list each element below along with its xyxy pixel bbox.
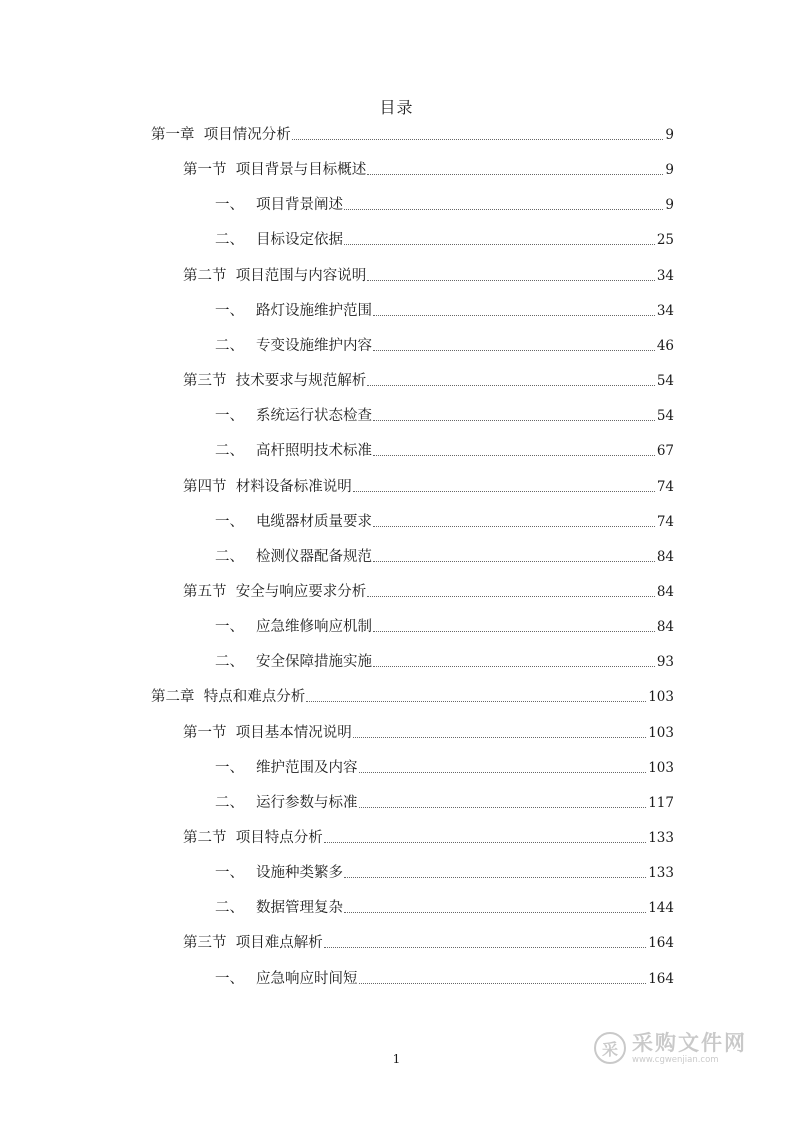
toc-leader-dots: [324, 946, 647, 948]
toc-entry-text: 项目情况分析: [203, 127, 291, 143]
toc-entry-page: 84: [656, 548, 674, 565]
toc-entry[interactable]: [215, 755, 674, 777]
toc-entry[interactable]: [215, 614, 674, 636]
toc-leader-dots: [373, 419, 655, 421]
toc-entry-number: 第一章: [151, 127, 195, 143]
toc-entry[interactable]: [215, 192, 674, 214]
toc-entry-label: [215, 864, 343, 882]
toc-entry-text: 项目难点解析: [235, 935, 323, 952]
toc-entry-text: 系统运行状态检查: [256, 408, 372, 425]
toc-leader-dots: [353, 490, 655, 492]
toc-entry-text: 材料设备标准说明: [235, 478, 352, 495]
toc-leader-dots: [367, 279, 655, 281]
toc-entry[interactable]: [215, 860, 674, 882]
toc-leader-dots: [367, 595, 655, 597]
toc-entry-number: 第五节: [183, 583, 227, 600]
toc-leader-dots: [344, 243, 655, 245]
toc-leader-dots: [292, 138, 664, 140]
toc-entry[interactable]: [215, 403, 674, 425]
toc-entry-number: 一、: [215, 408, 244, 425]
toc-entry[interactable]: [215, 544, 674, 566]
toc-entry-page: 164: [648, 970, 674, 987]
toc-entry-text: 安全与响应要求分析: [235, 583, 367, 600]
toc-entry-text: 数据管理复杂: [256, 900, 343, 917]
watermark-url: www.cgwenjian.com: [632, 1054, 719, 1065]
toc-entry-text: 项目特点分析: [235, 830, 323, 846]
toc-entry[interactable]: [183, 263, 674, 285]
toc-entry[interactable]: [215, 649, 674, 671]
toc-entry-label: [183, 372, 366, 390]
toc-entry-text: 高杆照明技术标准: [256, 443, 372, 460]
toc-entry-number: 第四节: [183, 478, 227, 495]
toc-entry-text: 特点和难点分析: [203, 689, 306, 706]
toc-entry-label: [215, 759, 358, 777]
toc-entry-text: 项目基本情况说明: [235, 724, 352, 741]
toc-entry-label: [183, 478, 352, 496]
toc-leader-dots: [324, 841, 647, 843]
toc-entry-label: [215, 442, 372, 460]
toc-entry-page: 34: [656, 302, 674, 319]
toc-leader-dots: [373, 314, 655, 316]
toc-entry-number: 第二章: [151, 689, 195, 706]
watermark: [594, 1031, 747, 1065]
toc-entry-text: 项目背景与目标概述: [235, 162, 367, 179]
toc-leader-dots: [373, 560, 655, 562]
toc-entry-number: 一、: [215, 970, 244, 987]
toc-entry-page: 144: [648, 900, 674, 917]
watermark-logo-icon: 采: [594, 1032, 626, 1064]
toc-entry-text: 目标设定依据: [256, 232, 343, 249]
toc-entry-page: 54: [656, 373, 674, 390]
toc-entry-label: [215, 618, 372, 636]
toc-entry[interactable]: [215, 966, 674, 988]
toc-entry-text: 运行参数与标准: [256, 794, 358, 811]
toc-entry-text: 设施种类繁多: [256, 865, 343, 882]
toc-entry[interactable]: [151, 684, 674, 706]
toc-entry-label: [215, 899, 343, 917]
toc-entry-number: 二、: [215, 548, 244, 565]
toc-entry-text: 路灯设施维护范围: [256, 302, 372, 319]
toc-entry[interactable]: [215, 227, 674, 249]
toc-entry-text: 维护范围及内容: [256, 759, 358, 776]
toc-entry-label: [215, 407, 372, 425]
toc-entry-number: 第二节: [183, 267, 227, 284]
toc-entry-number: 二、: [215, 900, 244, 917]
toc-entry-page: 133: [648, 830, 674, 846]
toc-leader-dots: [373, 454, 655, 456]
toc-entry-number: 第三节: [183, 373, 227, 390]
toc-entry-text: 电缆器材质量要求: [256, 513, 372, 530]
toc-entry-number: 二、: [215, 794, 244, 811]
toc-entry-text: 项目范围与内容说明: [235, 267, 367, 284]
toc-entry-page: 74: [656, 478, 674, 495]
toc-entry-page: 103: [648, 724, 674, 741]
toc-entry-page: 103: [648, 759, 674, 776]
toc-entry-number: 二、: [215, 232, 244, 249]
toc-entry-page: 164: [648, 935, 674, 952]
toc-entry-label: [183, 161, 366, 179]
toc-entry-text: 应急维修响应机制: [256, 619, 372, 636]
toc-entry-page: 9: [665, 197, 674, 214]
toc-entry-number: 一、: [215, 302, 244, 319]
toc-entry-label: [215, 794, 358, 812]
toc-entry-label: [215, 302, 372, 320]
toc-leader-dots: [373, 665, 655, 667]
toc-entry[interactable]: [183, 157, 674, 179]
toc-leader-dots: [373, 525, 655, 527]
toc-entry-label: [215, 196, 343, 214]
toc-entry[interactable]: [183, 930, 674, 952]
toc-entry-page: 74: [656, 513, 674, 530]
toc-entry-label: [183, 724, 352, 742]
toc-entry-text: 应急响应时间短: [256, 970, 358, 987]
toc-leader-dots: [367, 173, 663, 175]
toc-entry-text: 专变设施维护内容: [256, 337, 372, 354]
toc-entry-text: 项目背景阐述: [256, 197, 343, 214]
toc-entry[interactable]: [183, 579, 674, 601]
toc-entry-page: 54: [656, 408, 674, 425]
toc-entry-label: [215, 337, 372, 355]
toc-entry-page: 117: [648, 794, 674, 811]
toc-entry-page: 84: [656, 583, 674, 600]
toc-entry-page: 25: [656, 232, 674, 249]
toc-entry[interactable]: [183, 368, 674, 390]
toc-entry[interactable]: [215, 333, 674, 355]
toc-entry-label: [215, 970, 358, 988]
toc-entry-page: 84: [656, 619, 674, 636]
toc-entry[interactable]: [183, 720, 674, 742]
toc-leader-dots: [373, 630, 655, 632]
toc-entry-number: 第三节: [183, 935, 227, 952]
toc-title: 目录: [379, 98, 414, 117]
toc-entry-page: 34: [656, 267, 674, 284]
page-number: 1: [392, 1052, 401, 1066]
toc-entry-label: [183, 934, 323, 952]
toc-entry[interactable]: [215, 790, 674, 812]
toc-entry-number: 一、: [215, 865, 244, 882]
toc-entry[interactable]: [183, 825, 674, 847]
toc-entry-label: [215, 653, 372, 671]
toc-entry-page: 9: [665, 127, 674, 143]
toc-entry-number: 一、: [215, 759, 244, 776]
toc-entry-label: [183, 829, 323, 847]
toc-entry-number: 一、: [215, 513, 244, 530]
toc-leader-dots: [373, 349, 655, 351]
toc-leader-dots: [367, 384, 655, 386]
toc-entry-label: [215, 513, 372, 531]
toc-leader-dots: [306, 700, 646, 702]
toc-leader-dots: [344, 911, 646, 913]
toc-entry-number: 二、: [215, 337, 244, 354]
toc-entry-text: 安全保障措施实施: [256, 654, 372, 671]
toc-entry[interactable]: [151, 122, 674, 144]
toc-entry-number: 一、: [215, 619, 244, 636]
toc-entry-page: 133: [648, 865, 674, 882]
toc-entry-page: 103: [648, 689, 674, 706]
toc-entry-page: 93: [656, 654, 674, 671]
toc-leader-dots: [353, 736, 647, 738]
toc-entry-page: 67: [656, 443, 674, 460]
toc-entry-number: 二、: [215, 443, 244, 460]
toc-entry-label: [215, 548, 372, 566]
toc-entry-label: [215, 231, 343, 249]
toc-entry-label: [151, 688, 305, 706]
toc-entry-text: 检测仪器配备规范: [256, 548, 372, 565]
toc-entry-number: 第二节: [183, 830, 227, 846]
toc-entry-page: 46: [656, 337, 674, 354]
toc-entry[interactable]: [215, 895, 674, 917]
toc-entry[interactable]: [215, 438, 674, 460]
toc-leader-dots: [344, 208, 663, 210]
toc-entry[interactable]: [215, 298, 674, 320]
watermark-name: 采购文件网: [632, 1030, 747, 1055]
toc-entry-label: [183, 583, 366, 601]
toc-entry-number: 第一节: [183, 724, 227, 741]
toc-entry-text: 技术要求与规范解析: [235, 373, 367, 390]
toc-entry-number: 二、: [215, 654, 244, 671]
toc-leader-dots: [359, 982, 647, 984]
toc-entry-number: 第一节: [183, 162, 227, 179]
toc-entry-number: 一、: [215, 197, 244, 214]
toc-leader-dots: [344, 876, 646, 878]
toc-entry-label: [151, 126, 291, 144]
toc-entry[interactable]: [183, 474, 674, 496]
toc-entry[interactable]: [215, 509, 674, 531]
toc-entry-page: 9: [665, 162, 674, 179]
toc-leader-dots: [359, 771, 647, 773]
toc-entry-label: [183, 267, 366, 285]
toc-leader-dots: [359, 806, 647, 808]
